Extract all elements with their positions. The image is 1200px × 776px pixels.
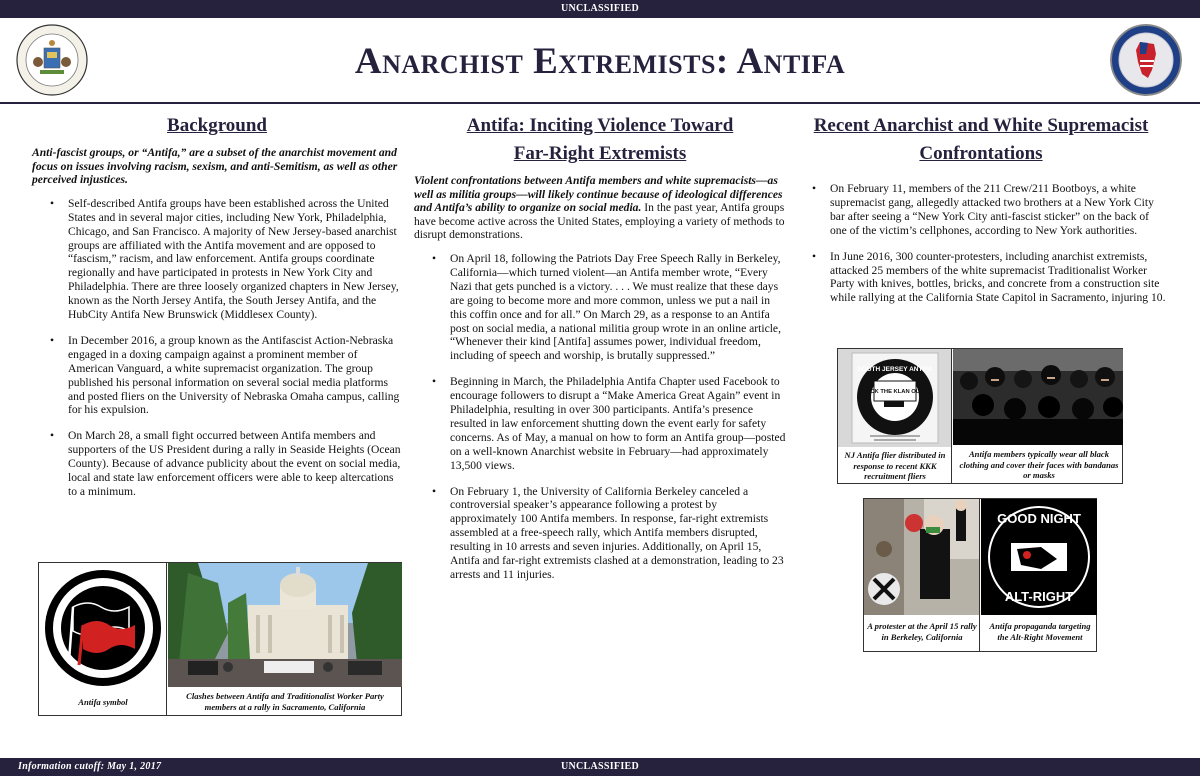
antifa-flag-icon bbox=[43, 565, 163, 691]
list-item: • On March 28, a small fight occurred between Antifa members and supporters of the US President during a rally in Seaside Heights (Ocean County). Because of advance publicity about the event on social media, local and state law enforcement officers were able to keep altercations to a minimum. bbox=[32, 429, 402, 499]
poster-caption: Antifa propaganda targeting the Alt-Right Movement bbox=[989, 621, 1091, 642]
good-night-alt-right-poster bbox=[981, 499, 1097, 615]
confrontations-heading-line2: Confrontations bbox=[919, 143, 1043, 164]
confrontations-bullets bbox=[794, 182, 1168, 305]
flier-top-text: SOUTH JERSEY ANTIFA bbox=[857, 366, 933, 373]
sacramento-rally-photo bbox=[168, 563, 402, 687]
confrontations-column bbox=[794, 112, 1168, 317]
information-cutoff: Information cutoff: May 1, 2017 bbox=[18, 761, 162, 772]
black-bloc-caption: Antifa members typically wear all black clothing and cover their faces with bandanas or masks bbox=[959, 449, 1119, 480]
background-intro: Anti-fascist groups, or “Antifa,” are a subset of the anarchist movement and focus on issues involving racism, sexism, and anti-Semitism, as well as other perceived injustices. bbox=[32, 146, 398, 187]
bottom-classification-banner bbox=[0, 758, 1200, 776]
poster-bottom-text: ALT-RIGHT bbox=[1004, 589, 1074, 604]
list-item: • On February 1, the University of California Berkeley canceled a controversial speaker’s appearance following a protest by approximately 100 Antifa members. In response, far-right extremists assembled at a free-speech rally, which Antifa members disrupted, resulting in 10 arrests and seven injuries. Additionally, on April 15, Antifa and far-right extremists clashed at a demonstration, leading to 23 arrests and 11 injuries. bbox=[414, 485, 786, 582]
page-title: Anarchist Extremists: Antifa bbox=[354, 41, 846, 82]
homeland-security-seal-icon bbox=[1110, 24, 1182, 96]
background-bullets bbox=[32, 197, 402, 499]
list-item: • In December 2016, a group known as the Antifascist Action-Nebraska engaged in a doxing campaign against a prominent member of American Vanguard, a white supremacist organization. The group published his personal information on several social media platforms and posted fliers on the University of Nebraska Omaha campus, calling for his expulsion. bbox=[32, 334, 402, 417]
inciting-column bbox=[414, 112, 786, 594]
south-jersey-antifa-flier bbox=[838, 349, 951, 447]
background-heading: Background bbox=[167, 115, 267, 136]
confrontations-heading bbox=[794, 112, 1168, 168]
inciting-heading-line1: Antifa: Inciting Violence Toward bbox=[466, 115, 734, 136]
confrontations-figure-top bbox=[837, 348, 1123, 484]
list-item: • Beginning in March, the Philadelphia Antifa Chapter used Facebook to encourage followers to disrupt a “Make America Great Again” event in Philadelphia, resulting in over 300 participants. Antifa’s presence resulted in law enforcement shutting down the event early for safety concerns. As of May, a manual on how to form an Antifa group—posted on a well-known Anarchist website in February—had approximately 13,500 views. bbox=[414, 375, 786, 472]
background-figure bbox=[38, 562, 402, 716]
berkeley-protester-photo bbox=[864, 499, 979, 615]
flier-caption: NJ Antifa flier distributed in response to recent KKK recruitment fliers bbox=[844, 450, 946, 481]
berkeley-caption: A protester at the April 15 rally in Berkeley, California bbox=[867, 621, 977, 642]
page-header bbox=[0, 18, 1200, 104]
list-item: • On February 11, members of the 211 Crew/211 Bootboys, a white supremacist gang, allegedly attacked two brothers at a New York City bar after seeing a “New York City anti-fascist sticker” on the back of one of the victim’s cellphones, according to New York authorities. bbox=[794, 182, 1168, 238]
flier-sign-text: KICK THE KLAN OUT! bbox=[864, 389, 926, 395]
top-classification-banner bbox=[0, 0, 1200, 18]
inciting-bullets bbox=[414, 252, 786, 582]
poster-top-text: GOOD NIGHT bbox=[997, 511, 1081, 526]
confrontations-heading-line1: Recent Anarchist and White Supremacist bbox=[813, 115, 1149, 136]
classification-label: UNCLASSIFIED bbox=[560, 3, 640, 14]
list-item: • In June 2016, 300 counter-protesters, including anarchist extremists, attacked 25 members of the white supremacist Traditionalist Worker Party with knives, bottles, bricks, and concrete from a construction site while rallying at the California State Capitol in Sacramento, injuring 10. bbox=[794, 250, 1168, 306]
inciting-heading bbox=[414, 112, 786, 168]
classification-label: UNCLASSIFIED bbox=[560, 761, 640, 772]
list-item: • On April 18, following the Patriots Day Free Speech Rally in Berkeley, California—which turned violent—an Antifa member wrote, “Every Nazi that gets punched is a victory. . . . We must realize that these days are going to become more and more common, unless we put a nail in this coffin once and for all.” On March 29, as a response to an Antifa post on social media, a national militia group wrote in an online article, “Whenever their kind [Antifa] assumes power, individual freedom, including of speech and worship, is brutally suppressed.” bbox=[414, 252, 786, 363]
black-bloc-photo bbox=[953, 349, 1123, 445]
antifa-symbol-caption: Antifa symbol bbox=[78, 697, 128, 707]
background-column bbox=[32, 112, 402, 511]
inciting-heading-line2: Far-Right Extremists bbox=[513, 143, 687, 164]
nj-state-seal-icon bbox=[16, 24, 88, 96]
sacramento-caption: Clashes between Antifa and Traditionalist Worker Party members at a rally in Sacramento, California bbox=[186, 691, 384, 712]
confrontations-figure-bottom bbox=[863, 498, 1097, 652]
list-item: • Self-described Antifa groups have been established across the United States and in several major cities, including New York, Philadelphia, Chicago, and San Francisco. A majority of New Jersey-based anarchist groups are affiliated with the Antifa movement and are opposed to “fascism,” racism, and law enforcement. Antifa groups coordinate regionally and have participated in protests in New York City and Philadelphia. There are three loosely organized chapters in New Jersey, known as the North Jersey Antifa, the South Jersey Antifa, and the HubCity Antifa New Brunswick (Middlesex County). bbox=[32, 197, 402, 322]
inciting-intro: Violent confrontations between Antifa members and white supremacists—as well as militia groups—will likely continue because of ideological differences and Antifa’s ability to organize on social media. In the past year, Antifa groups have become active across the United States, employing a variety of methods to disrupt demonstrations. bbox=[414, 174, 785, 242]
